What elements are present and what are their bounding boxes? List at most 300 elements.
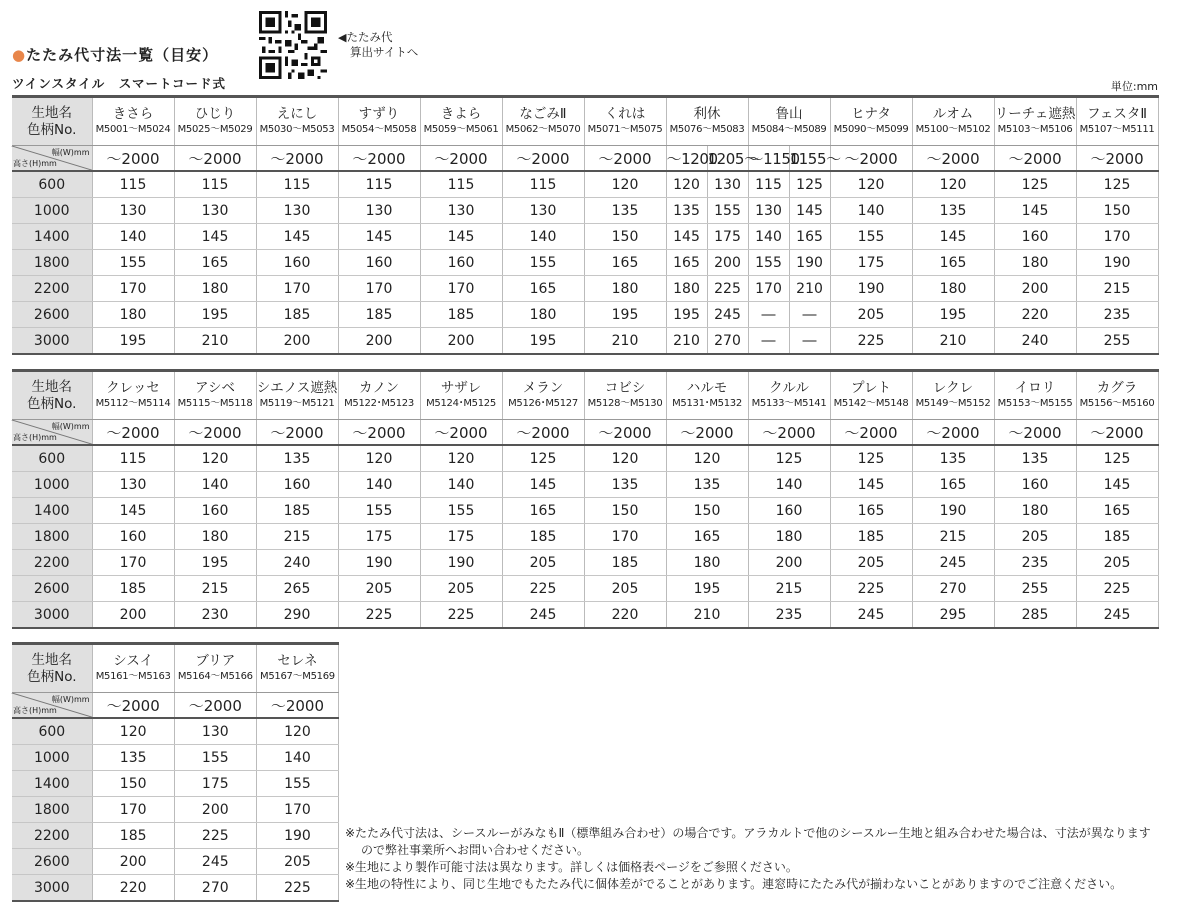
value-cell: 225 (1076, 576, 1158, 602)
value-cell: 135 (666, 472, 748, 498)
width-cell: ～1200 (666, 146, 707, 172)
value-cell: 185 (1076, 524, 1158, 550)
fabric-name: コビシ (604, 380, 646, 396)
value-cell: 115 (92, 171, 174, 198)
table-row (12, 328, 1158, 355)
value-cell: 145 (256, 224, 338, 250)
fabric-header (666, 371, 748, 420)
width-cell: ～2000 (1076, 146, 1158, 172)
pattern-code: M5076～M5083 (669, 124, 745, 135)
value-cell: 170 (256, 797, 338, 823)
value-cell: 145 (830, 472, 912, 498)
pattern-code: M5119～M5121 (259, 398, 335, 409)
value-cell: 190 (1076, 250, 1158, 276)
axis-label-cell (12, 693, 92, 719)
value-cell: 185 (256, 498, 338, 524)
height-cell: 3000 (12, 328, 92, 355)
value-cell: 120 (92, 718, 174, 745)
value-cell: 225 (338, 602, 420, 629)
footnotes (345, 825, 1151, 893)
table-row (12, 445, 1158, 472)
value-cell: 165 (666, 250, 707, 276)
value-cell: 150 (584, 498, 666, 524)
fabric-header (256, 97, 338, 146)
fabric-header (174, 371, 256, 420)
width-cell: ～2000 (994, 146, 1076, 172)
value-cell: 255 (1076, 328, 1158, 355)
fabric-header (174, 97, 256, 146)
fabric-name: なごみⅡ (519, 106, 567, 122)
value-cell: 165 (174, 250, 256, 276)
note-2: ※生地により製作可能寸法は異なります。詳しくは価格表ページをご参照ください。 (345, 860, 798, 874)
fabric-header (830, 97, 912, 146)
pattern-code: M5115～M5118 (177, 398, 253, 409)
value-cell: 205 (338, 576, 420, 602)
value-cell: 185 (502, 524, 584, 550)
pattern-code: M5164～M5166 (177, 671, 253, 682)
value-cell: 145 (1076, 472, 1158, 498)
table-row (12, 250, 1158, 276)
value-cell: 135 (912, 445, 994, 472)
pattern-code: M5054～M5058 (341, 124, 417, 135)
value-cell: 220 (92, 875, 174, 902)
value-cell: 165 (502, 276, 584, 302)
fabric-header (584, 97, 666, 146)
value-cell: 170 (748, 276, 789, 302)
width-axis-label: 幅(W)mm (51, 422, 90, 431)
fabric-header-row (12, 371, 1158, 420)
value-cell: 125 (748, 445, 830, 472)
fabric-name: えにし (276, 106, 318, 122)
value-cell: 230 (174, 602, 256, 629)
value-cell: 205 (994, 524, 1076, 550)
pattern-code: M5107～M5111 (1079, 124, 1155, 135)
value-cell: 180 (92, 302, 174, 328)
fabric-name: きさら (112, 106, 154, 122)
value-cell: 205 (420, 576, 502, 602)
value-cell: 120 (174, 445, 256, 472)
fabric-name: シエノス遮熱 (256, 380, 338, 396)
fabric-header-row (12, 97, 1158, 146)
fabric-name: 鲁山 (775, 106, 803, 122)
value-cell: 130 (92, 198, 174, 224)
value-cell: 195 (666, 302, 707, 328)
table-row (12, 302, 1158, 328)
pattern-code: M5153～M5155 (997, 398, 1073, 409)
value-cell: 220 (584, 602, 666, 629)
width-cell: ～2000 (420, 146, 502, 172)
fabric-name: カノン (359, 380, 399, 396)
value-cell: 120 (830, 171, 912, 198)
fabric-name: リーチェ遮熱 (994, 106, 1076, 122)
value-cell: 145 (666, 224, 707, 250)
value-cell: 155 (502, 250, 584, 276)
value-cell: 180 (584, 276, 666, 302)
table-row (12, 602, 1158, 629)
value-cell: 180 (912, 276, 994, 302)
qr-code-icon[interactable] (259, 11, 327, 79)
value-cell: 210 (666, 602, 748, 629)
value-cell: 145 (789, 198, 830, 224)
height-axis-label: 高さ(H)mm (13, 433, 57, 442)
width-cell: 1155～ (789, 146, 830, 172)
value-cell: 160 (748, 498, 830, 524)
value-cell: 160 (92, 524, 174, 550)
fabric-name: カグラ (1096, 380, 1138, 396)
pattern-code: M5062～M5070 (505, 124, 581, 135)
value-cell: 245 (707, 302, 748, 328)
value-cell: 115 (502, 171, 584, 198)
table-row (12, 576, 1158, 602)
value-cell: 145 (502, 472, 584, 498)
value-cell: 215 (748, 576, 830, 602)
page-title: ●たたみ代寸法一覧（目安） (12, 46, 219, 64)
value-cell: 145 (92, 498, 174, 524)
value-cell: 225 (707, 276, 748, 302)
fabric-label-cell (12, 97, 92, 146)
value-cell: 130 (420, 198, 502, 224)
value-cell: 270 (174, 875, 256, 902)
fabric-header (912, 371, 994, 420)
fabric-name: アシベ (195, 380, 235, 396)
value-cell: 125 (1076, 171, 1158, 198)
height-cell: 600 (12, 171, 92, 198)
height-cell: 3000 (12, 875, 92, 902)
fabric-name: ハルモ (686, 380, 728, 396)
width-cell: ～2000 (338, 420, 420, 446)
fabric-name: すずり (358, 106, 400, 122)
value-cell: 140 (748, 472, 830, 498)
value-cell: 130 (338, 198, 420, 224)
height-cell: 2600 (12, 302, 92, 328)
width-cell: ～2000 (830, 146, 912, 172)
value-cell: 170 (92, 797, 174, 823)
width-cell: 1205～ (707, 146, 748, 172)
value-cell: 150 (92, 771, 174, 797)
width-cell: ～2000 (256, 146, 338, 172)
fabric-name: ブリア (195, 653, 236, 669)
value-cell: 200 (707, 250, 748, 276)
table-row (12, 849, 339, 875)
width-cell: ～2000 (92, 146, 174, 172)
height-axis-label: 高さ(H)mm (13, 159, 57, 168)
dimension-table-3 (12, 642, 339, 902)
value-cell: 200 (994, 276, 1076, 302)
value-cell: 245 (174, 849, 256, 875)
pattern-code: M5149～M5152 (915, 398, 991, 409)
value-cell: 175 (338, 524, 420, 550)
fabric-header (994, 371, 1076, 420)
pattern-no-label: 色柄No. (27, 121, 77, 138)
value-cell: 115 (748, 171, 789, 198)
value-cell: 170 (256, 276, 338, 302)
height-cell: 2200 (12, 550, 92, 576)
value-cell: 165 (912, 250, 994, 276)
axis-label-cell (12, 146, 92, 172)
fabric-header (502, 97, 584, 146)
value-cell: 215 (912, 524, 994, 550)
value-cell: 200 (338, 328, 420, 355)
value-cell: 155 (748, 250, 789, 276)
fabric-name: レクレ (932, 380, 974, 396)
value-cell: 205 (256, 849, 338, 875)
value-cell: 145 (912, 224, 994, 250)
fabric-name: セレネ (277, 653, 318, 669)
value-cell: 225 (830, 328, 912, 355)
value-cell: 235 (994, 550, 1076, 576)
axis-diagonal (12, 420, 92, 444)
value-cell: 180 (994, 250, 1076, 276)
value-cell: 180 (174, 276, 256, 302)
width-cell: ～1150 (748, 146, 789, 172)
value-cell: 155 (256, 771, 338, 797)
fabric-header (92, 371, 174, 420)
pattern-code: M5025～M5029 (177, 124, 253, 135)
value-cell: 235 (748, 602, 830, 629)
value-cell: 190 (256, 823, 338, 849)
width-cell: ～2000 (420, 420, 502, 446)
value-cell: 200 (174, 797, 256, 823)
fabric-header-row (12, 644, 339, 693)
fabric-name: クレッセ (106, 380, 160, 396)
value-cell: 195 (912, 302, 994, 328)
value-cell: 170 (92, 276, 174, 302)
value-cell: 130 (174, 198, 256, 224)
value-cell: 170 (584, 524, 666, 550)
value-cell: 190 (420, 550, 502, 576)
pattern-code: M5122･M5123 (344, 398, 414, 409)
value-cell: 180 (174, 524, 256, 550)
fabric-name: プレト (851, 380, 891, 396)
value-cell: 175 (707, 224, 748, 250)
width-cell: ～2000 (256, 693, 338, 719)
fabric-name: クルル (769, 380, 809, 396)
page-subtitle: ツインスタイル スマートコード式 (12, 76, 227, 91)
value-cell: 160 (338, 250, 420, 276)
fabric-name: フェスタⅡ (1087, 106, 1148, 122)
value-cell: 285 (994, 602, 1076, 629)
width-axis-label: 幅(W)mm (51, 148, 90, 157)
height-cell: 1800 (12, 797, 92, 823)
value-cell: 135 (584, 198, 666, 224)
value-cell: 295 (912, 602, 994, 629)
value-cell: 160 (256, 472, 338, 498)
width-cell: ～2000 (502, 146, 584, 172)
value-cell: 150 (1076, 198, 1158, 224)
value-cell: 180 (666, 276, 707, 302)
height-cell: 2600 (12, 576, 92, 602)
value-cell: 130 (748, 198, 789, 224)
value-cell: 210 (174, 328, 256, 355)
value-cell: 130 (502, 198, 584, 224)
value-cell: 150 (584, 224, 666, 250)
value-cell: 160 (994, 472, 1076, 498)
table-row (12, 276, 1158, 302)
value-cell: 145 (994, 198, 1076, 224)
value-cell: 195 (174, 302, 256, 328)
note-1: ※たたみ代寸法は、シースルーがみなもⅡ（標準組み合わせ）の場合です。アラカルトで他のシースルー生地と組み合わせた場合は、寸法が異なります (345, 826, 1151, 840)
fabric-name: メラン (522, 380, 564, 396)
value-cell: 190 (912, 498, 994, 524)
width-cell: ～2000 (174, 146, 256, 172)
value-cell: 120 (584, 445, 666, 472)
width-cell: ～2000 (174, 420, 256, 446)
width-cell: ～2000 (584, 146, 666, 172)
value-cell: 145 (338, 224, 420, 250)
width-cell: ～2000 (748, 420, 830, 446)
note-1-cont: ので弊社事業所へお問い合わせください。 (361, 843, 590, 857)
qr-site-link[interactable]: ◀たたみ代 算出サイトへ (338, 30, 419, 59)
value-cell: 140 (92, 224, 174, 250)
value-cell: 170 (338, 276, 420, 302)
value-cell: 235 (1076, 302, 1158, 328)
fabric-name: サザレ (440, 380, 482, 396)
width-cell: ～2000 (92, 420, 174, 446)
value-cell: 150 (666, 498, 748, 524)
value-cell: 135 (584, 472, 666, 498)
fabric-header (502, 371, 584, 420)
axis-diagonal (12, 693, 92, 717)
value-cell: 135 (912, 198, 994, 224)
value-cell: 195 (584, 302, 666, 328)
fabric-name-label: 生地名 (31, 651, 73, 668)
value-cell: ― (748, 302, 789, 328)
width-axis-label: 幅(W)mm (51, 695, 90, 704)
value-cell: 185 (92, 576, 174, 602)
value-cell: 170 (1076, 224, 1158, 250)
width-cell: ～2000 (338, 146, 420, 172)
width-cell: ～2000 (1076, 420, 1158, 446)
value-cell: 165 (584, 250, 666, 276)
value-cell: 210 (666, 328, 707, 355)
value-cell: 135 (256, 445, 338, 472)
pattern-code: M5161～M5163 (95, 671, 171, 682)
value-cell: 180 (994, 498, 1076, 524)
value-cell: 210 (789, 276, 830, 302)
value-cell: 155 (92, 250, 174, 276)
pattern-code: M5156～M5160 (1079, 398, 1155, 409)
width-cell: ～2000 (92, 693, 174, 719)
value-cell: 130 (256, 198, 338, 224)
fabric-header (338, 371, 420, 420)
value-cell: 205 (502, 550, 584, 576)
pattern-no-label: 色柄No. (27, 395, 77, 412)
value-cell: 130 (707, 171, 748, 198)
note-3: ※生地の特性により、同じ生地でもたたみ代に個体差がでることがあります。連窓時にたたみ代が揃わないことがありますのでご注意ください。 (345, 877, 1123, 891)
width-row (12, 146, 1158, 172)
width-cell: ～2000 (502, 420, 584, 446)
value-cell: 165 (912, 472, 994, 498)
value-cell: 165 (1076, 498, 1158, 524)
value-cell: 245 (830, 602, 912, 629)
width-cell: ～2000 (912, 146, 994, 172)
table-row (12, 771, 339, 797)
pattern-code: M5001～M5024 (95, 124, 171, 135)
value-cell: 225 (174, 823, 256, 849)
fabric-label-cell (12, 644, 92, 693)
value-cell: 130 (174, 718, 256, 745)
pattern-code: M5090～M5099 (833, 124, 909, 135)
value-cell: 120 (420, 445, 502, 472)
pattern-code: M5071～M5075 (587, 124, 663, 135)
fabric-header (994, 97, 1076, 146)
value-cell: 175 (830, 250, 912, 276)
value-cell: 180 (502, 302, 584, 328)
width-cell: ～2000 (256, 420, 338, 446)
value-cell: 185 (92, 823, 174, 849)
dimension-table-2 (12, 369, 1159, 629)
value-cell: 270 (912, 576, 994, 602)
value-cell: 120 (584, 171, 666, 198)
axis-label-cell (12, 420, 92, 446)
value-cell: 195 (174, 550, 256, 576)
value-cell: 170 (92, 550, 174, 576)
value-cell: 255 (994, 576, 1076, 602)
value-cell: 115 (256, 171, 338, 198)
height-cell: 1400 (12, 498, 92, 524)
fabric-header (748, 97, 830, 146)
value-cell: 155 (420, 498, 502, 524)
value-cell: 115 (92, 445, 174, 472)
fabric-name: 利休 (693, 106, 721, 122)
value-cell: 140 (830, 198, 912, 224)
height-cell: 3000 (12, 602, 92, 629)
width-cell: ～2000 (174, 693, 256, 719)
value-cell: 215 (256, 524, 338, 550)
value-cell: 265 (256, 576, 338, 602)
table-row (12, 745, 339, 771)
value-cell: 220 (994, 302, 1076, 328)
value-cell: 140 (338, 472, 420, 498)
value-cell: 175 (420, 524, 502, 550)
table-row (12, 797, 339, 823)
value-cell: 215 (1076, 276, 1158, 302)
value-cell: 185 (420, 302, 502, 328)
table-row (12, 198, 1158, 224)
fabric-header (1076, 97, 1158, 146)
fabric-name-label: 生地名 (31, 104, 72, 121)
value-cell: 200 (92, 602, 174, 629)
value-cell: 160 (256, 250, 338, 276)
value-cell: 125 (789, 171, 830, 198)
value-cell: 185 (584, 550, 666, 576)
axis-diagonal (12, 146, 92, 170)
value-cell: 215 (174, 576, 256, 602)
value-cell: 125 (502, 445, 584, 472)
value-cell: 140 (256, 745, 338, 771)
fabric-header (174, 644, 256, 693)
value-cell: 140 (502, 224, 584, 250)
height-cell: 1400 (12, 771, 92, 797)
fabric-name: きよら (440, 106, 482, 122)
table-row (12, 498, 1158, 524)
value-cell: 225 (830, 576, 912, 602)
table-row (12, 875, 339, 902)
width-row (12, 693, 339, 719)
width-cell: ～2000 (994, 420, 1076, 446)
value-cell: 135 (994, 445, 1076, 472)
value-cell: 170 (420, 276, 502, 302)
value-cell: 190 (789, 250, 830, 276)
value-cell: ― (748, 328, 789, 355)
value-cell: 240 (994, 328, 1076, 355)
fabric-header (420, 371, 502, 420)
pattern-code: M5128～M5130 (587, 398, 663, 409)
value-cell: 120 (666, 171, 707, 198)
fabric-header (92, 644, 174, 693)
width-cell: ～2000 (666, 420, 748, 446)
value-cell: 200 (748, 550, 830, 576)
